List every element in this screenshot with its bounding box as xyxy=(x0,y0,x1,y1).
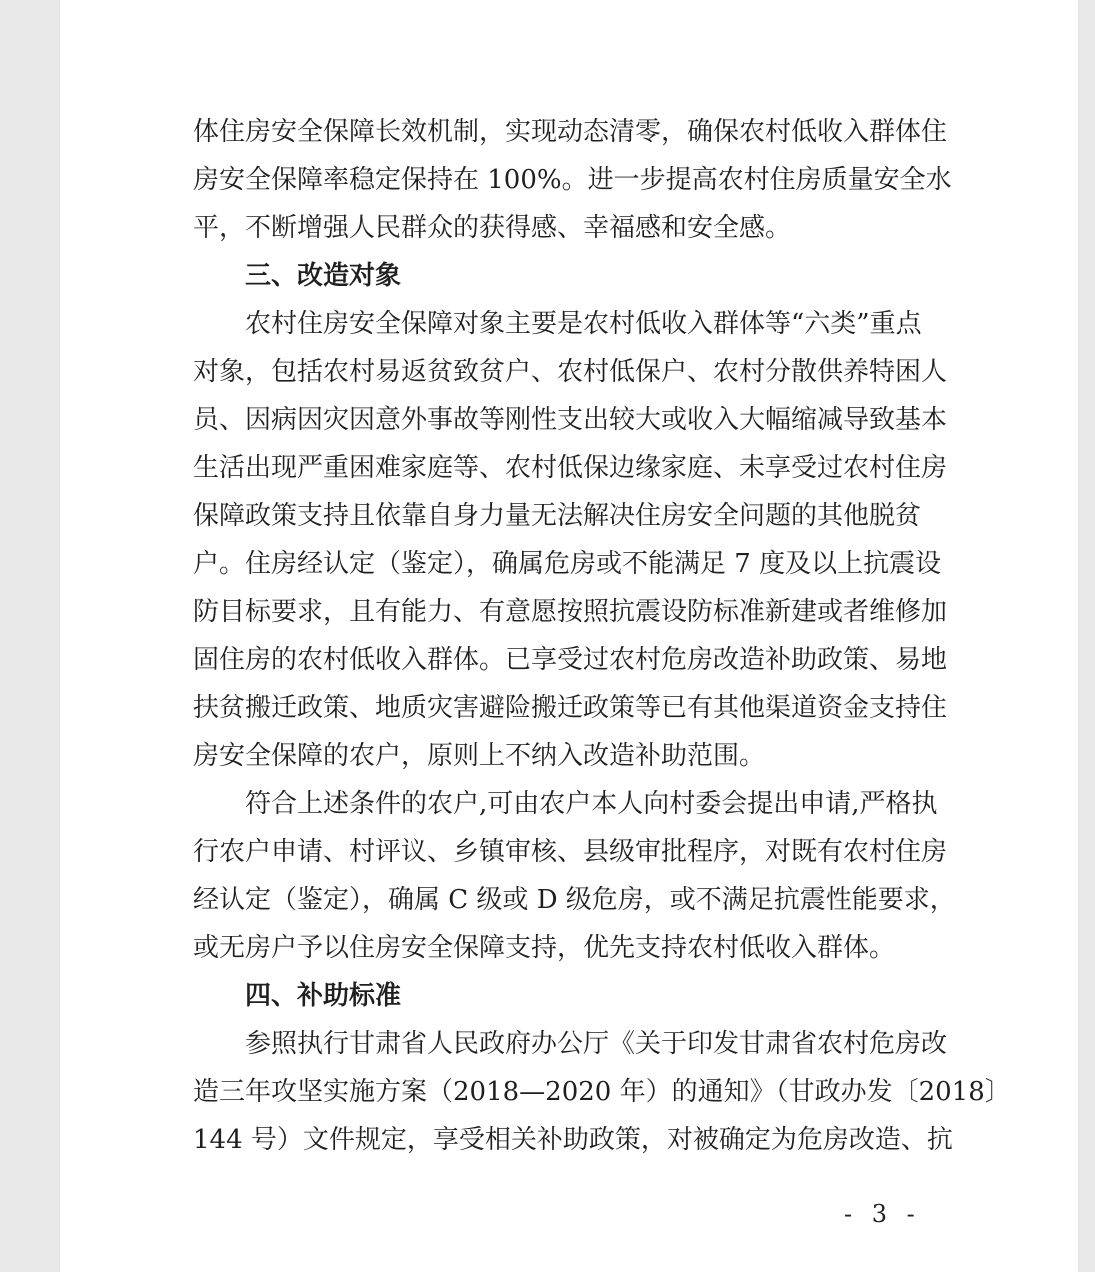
text-line: 房安全保障的农户，原则上不纳入改造补助范围。 xyxy=(193,741,766,771)
text-line: 农村住房安全保障对象主要是农村低收入群体等“六类”重点 xyxy=(245,309,922,339)
text-line: 防目标要求，且有能力、有意愿按照抗震设防标准新建或者维修加 xyxy=(193,597,948,627)
text-line: 房安全保障率稳定保持在 100%。进一步提高农村住房质量安全水 xyxy=(193,165,952,195)
text-line: 144 号）文件规定，享受相关补助政策，对被确定为危房改造、抗 xyxy=(193,1125,953,1155)
text-line: 参照执行甘肃省人民政府办公厅《关于印发甘肃省农村危房改 xyxy=(245,1029,948,1059)
text-line: 扶贫搬迁政策、地质灾害避险搬迁政策等已有其他渠道资金支持住 xyxy=(193,693,948,723)
section-heading: 三、改造对象 xyxy=(245,261,402,291)
document-body xyxy=(193,108,1011,1164)
text-line: 对象，包括农村易返贫致贫户、农村低保户、农村分散供养特困人 xyxy=(193,357,948,387)
text-line: 符合上述条件的农户,可由农户本人向村委会提出申请,严格执 xyxy=(245,789,938,819)
document-page xyxy=(60,0,1078,1272)
text-line: 行农户申请、村评议、乡镇审核、县级审批程序，对既有农村住房 xyxy=(193,837,948,867)
text-line: 固住房的农村低收入群体。已享受过农村危房改造补助政策、易地 xyxy=(193,645,948,675)
text-line: 造三年攻坚实施方案（2018—2020 年）的通知》（甘政办发〔2018〕 xyxy=(193,1077,1011,1107)
text-line: 生活出现严重困难家庭等、农村低保边缘家庭、未享受过农村住房 xyxy=(193,453,948,483)
text-line: 员、因病因灾因意外事故等刚性支出较大或收入大幅缩减导致基本 xyxy=(193,405,948,435)
text-line: 保障政策支持且依靠自身力量无法解决住房安全问题的其他脱贫 xyxy=(193,501,922,531)
text-line: 平，不断增强人民群众的获得感、幸福感和安全感。 xyxy=(193,213,792,243)
page-number: - 3 - xyxy=(844,1200,921,1228)
text-line: 或无房户予以住房安全保障支持，优先支持农村低收入群体。 xyxy=(193,933,896,963)
text-line: 体住房安全保障长效机制，实现动态清零，确保农村低收入群体住 xyxy=(193,117,948,147)
section-heading: 四、补助标准 xyxy=(245,981,402,1011)
text-line: 经认定（鉴定），确属 C 级或 D 级危房，或不满足抗震性能要求， xyxy=(193,885,956,915)
text-line: 户。住房经认定（鉴定），确属危房或不能满足 7 度及以上抗震设 xyxy=(193,549,942,579)
